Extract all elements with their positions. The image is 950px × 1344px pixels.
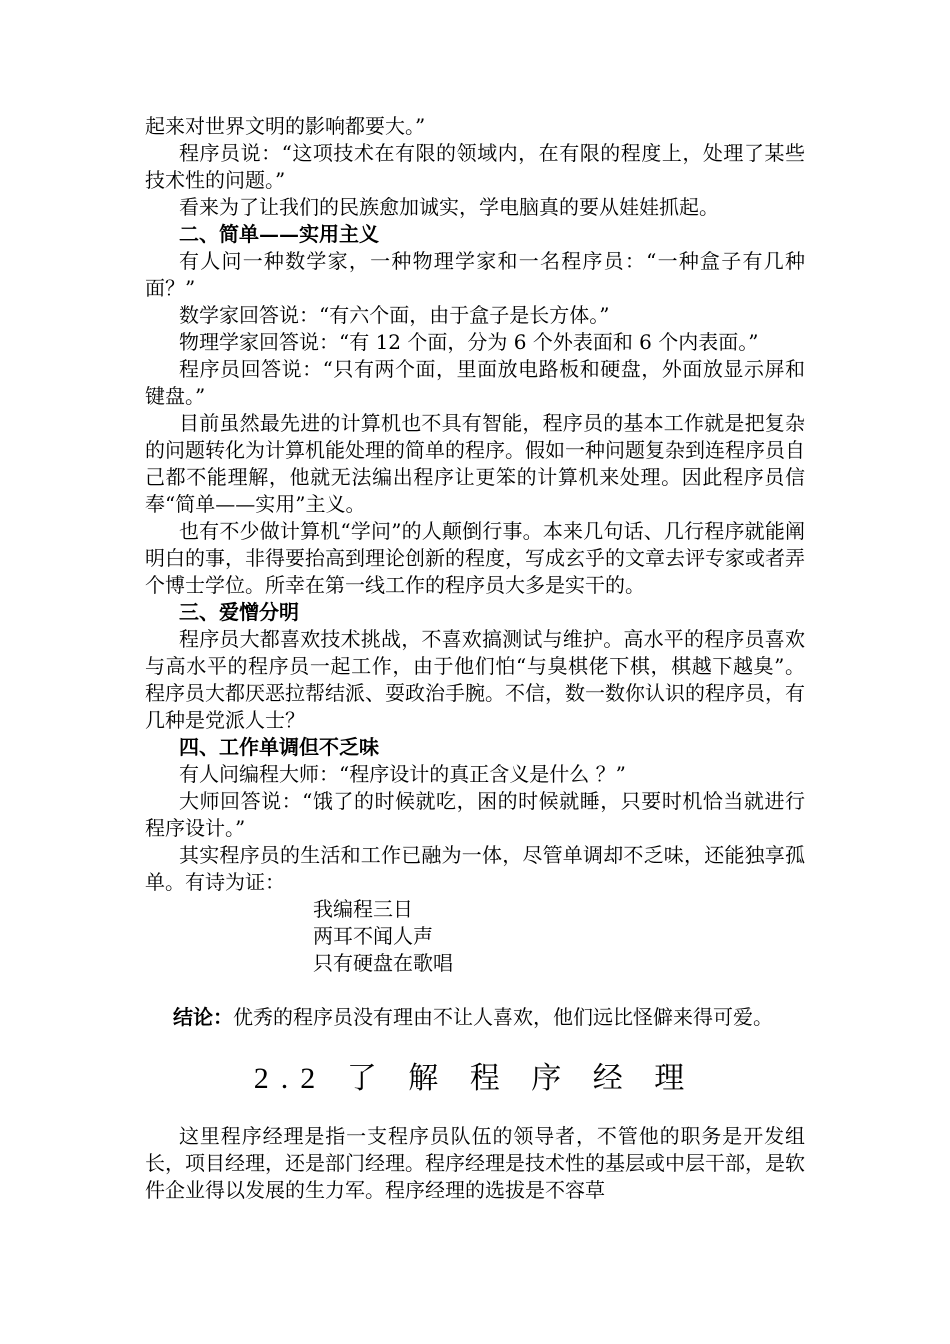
paragraph: 其实程序员的生活和工作已融为一体，尽管单调却不乏味，还能独享孤单。有诗为证：: [145, 843, 805, 894]
paragraph: 程序员说：“这项技术在有限的领域内，在有限的程度上，处理了某些技术性的问题。”: [145, 141, 805, 192]
conclusion-text: 优秀的程序员没有理由不让人喜欢，他们远比怪僻来得可爱。: [233, 1005, 773, 1029]
section-heading: 二、简单——实用主义: [179, 222, 379, 246]
text-column: [145, 113, 805, 1204]
paragraph: 大师回答说：“饿了的时候就吃，困的时候就睡，只要时机恰当就进行程序设计。”: [145, 789, 805, 840]
spacer: [145, 977, 805, 1004]
paragraph: 看来为了让我们的民族愈加诚实，学电脑真的要从娃娃抓起。: [179, 195, 719, 219]
paragraph: 数学家回答说：“有六个面，由于盒子是长方体。”: [179, 303, 610, 327]
paragraph: 目前虽然最先进的计算机也不具有智能，程序员的基本工作就是把复杂的问题转化为计算机能处理的简单的程序。假如一种问题复杂到连程序员自己都不能理解，他就无法编出程序让更笨的计算机来处理。因此程序员信奉“简单——实用”主义。: [145, 411, 805, 516]
poem-line: 我编程三日: [313, 897, 413, 921]
paragraph: 这里程序经理是指一支程序员队伍的领导者，不管他的职务是开发组长，项目经理，还是部门经理。程序经理是技术性的基层或中层干部，是软件企业得以发展的生力军。程序经理的选拔是不容草: [145, 1124, 805, 1202]
paragraph: 程序员大都喜欢技术挑战，不喜欢搞测试与维护。高水平的程序员喜欢与高水平的程序员一起工作，由于他们怕“与臭棋佬下棋，棋越下越臭”。程序员大都厌恶拉帮结派、耍政治手腕。不信，数一数你认识的程序员，有几种是党派人士？: [145, 627, 805, 732]
paragraph: 也有不少做计算机“学问”的人颠倒行事。本来几句话、几行程序就能阐明白的事，非得要抬高到理论创新的程度，写成玄乎的文章去评专家或者弄个博士学位。所幸在第一线工作的程序员大多是实干的。: [145, 519, 805, 597]
poem-line: 只有硬盘在歌唱: [313, 951, 453, 975]
conclusion-paragraph: [145, 1004, 805, 1031]
section-heading: 三、爱憎分明: [179, 600, 299, 624]
paragraph: 物理学家回答说：“有 12 个面，分为 6 个外表面和 6 个内表面。”: [179, 330, 759, 354]
paragraph: 程序员回答说：“只有两个面，里面放电路板和硬盘，外面放显示屏和键盘。”: [145, 357, 805, 408]
section-title: 2.2 了 解 程 序 经 理: [253, 1062, 697, 1095]
poem-line: 两耳不闻人声: [313, 924, 433, 948]
section-heading: 四、工作单调但不乏味: [179, 735, 379, 759]
paragraph: 起来对世界文明的影响都要大。”: [145, 114, 426, 138]
paragraph: 有人问编程大师：“程序设计的真正含义是什么 ？”: [179, 762, 626, 786]
conclusion-label: 结论：: [173, 1005, 233, 1029]
paragraph: 有人问一种数学家，一种物理学家和一名程序员：“一种盒子有几种面？”: [145, 249, 805, 300]
